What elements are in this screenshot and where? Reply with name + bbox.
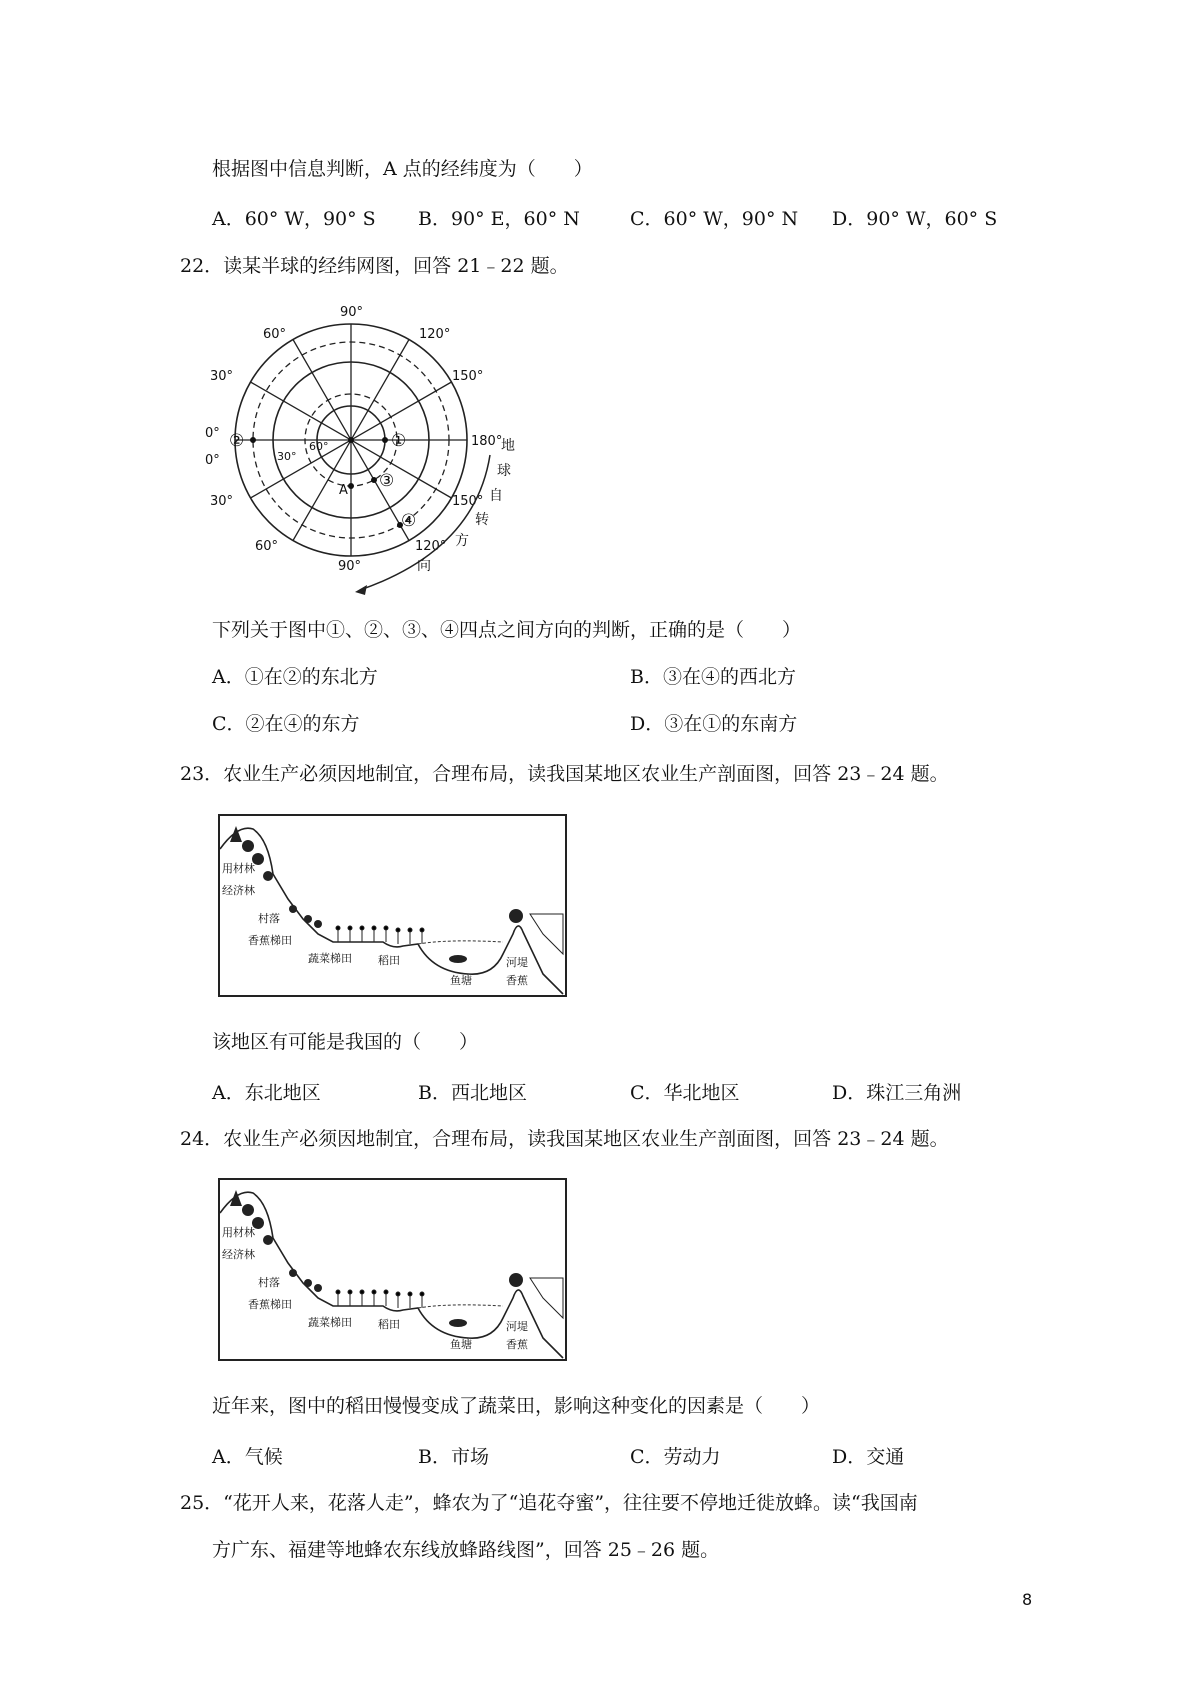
q25-heading-line-1: 25．“花开人来，花落人走”，蜂农为了“追花夺蜜”，往往要不停地迁徙放蜂。读“我国南 (180, 1492, 918, 1514)
label-point-A: A (339, 483, 348, 498)
label-top-30: 30° (210, 369, 234, 384)
point-A-dot (348, 483, 354, 489)
label-point-2: ② (229, 431, 245, 451)
rotation-char-4: 转 (475, 512, 489, 528)
label-river-dike: 河堤 (506, 956, 528, 969)
q23-option-d: D．珠江三角洲 (832, 1082, 962, 1104)
q21-option-d: D．90° W，60° S (832, 208, 998, 230)
rotation-char-1: 地 (501, 438, 515, 454)
q24-option-a: A．气候 (212, 1446, 283, 1468)
point-2-dot (250, 437, 256, 443)
q22-heading: 22．读某半球的经纬网图，回答 21﹣22 题。 (180, 255, 569, 277)
rotation-char-3: 自 (489, 488, 503, 504)
label-inner-60: 60° (309, 440, 329, 453)
label-fish-pond: 鱼塘 (450, 1338, 472, 1351)
q22-option-c: C．②在④的东方 (212, 713, 360, 735)
label-bottom-30: 30° (210, 494, 234, 509)
label-vegetable-terrace: 蔬菜梯田 (308, 1316, 352, 1329)
label-point-1: ① (391, 431, 407, 451)
label-economic-forest: 经济林 (222, 1248, 255, 1261)
q25-heading-line-2: 方广东、福建等地蜂农东线放蜂路线图”，回答 25﹣26 题。 (212, 1539, 720, 1561)
rotation-char-6: 向 (417, 558, 431, 574)
rotation-char-5: 方 (455, 533, 469, 549)
label-banana: 香蕉 (506, 1338, 528, 1351)
q23-stem: 该地区有可能是我国的（ ） (212, 1031, 479, 1053)
q22-graticule-figure (205, 300, 525, 600)
q24-option-d: D．交通 (832, 1446, 905, 1468)
label-vegetable-terrace: 蔬菜梯田 (308, 952, 352, 965)
q24-stem: 近年来，图中的稻田慢慢变成了蔬菜田，影响这种变化的因素是（ ） (212, 1395, 821, 1417)
label-point-4: ④ (401, 511, 417, 531)
label-rice-field: 稻田 (378, 954, 400, 967)
q23-heading: 23．农业生产必须因地制宜，合理布局，读我国某地区农业生产剖面图，回答 23﹣24 题。 (180, 763, 949, 785)
label-left-0-upper: 0° (205, 426, 220, 441)
point-1-dot (382, 437, 388, 443)
label-top-90: 90° (340, 305, 364, 320)
label-bottom-60: 60° (255, 539, 279, 554)
q21-option-c: C．60° W，90° N (630, 208, 799, 230)
label-rice-field: 稻田 (378, 1318, 400, 1331)
label-top-120: 120° (419, 327, 451, 342)
label-village: 村落 (258, 1276, 280, 1289)
label-economic-forest: 经济林 (222, 884, 255, 897)
label-top-60: 60° (263, 327, 287, 342)
q23-option-a: A．东北地区 (212, 1082, 321, 1104)
label-bottom-150: 150° (452, 494, 484, 509)
label-point-3: ③ (379, 471, 395, 491)
q24-option-c: C．劳动力 (630, 1446, 721, 1468)
q23-option-b: B．西北地区 (418, 1082, 527, 1104)
label-banana-terrace: 香蕉梯田 (248, 934, 292, 947)
q22-stem: 下列关于图中①、②、③、④四点之间方向的判断，正确的是（ ） (212, 619, 802, 641)
q22-option-b: B．③在④的西北方 (630, 666, 796, 688)
label-banana: 香蕉 (506, 974, 528, 987)
q21-option-a: A．60° W，90° S (212, 208, 376, 230)
label-left-0-lower: 0° (205, 453, 220, 468)
label-timber-forest: 用材林 (222, 1226, 255, 1239)
label-banana-terrace: 香蕉梯田 (248, 1298, 292, 1311)
point-3-dot (371, 477, 377, 483)
label-inner-30: 30° (277, 450, 297, 463)
q24-heading: 24．农业生产必须因地制宜，合理布局，读我国某地区农业生产剖面图，回答 23﹣24 题。 (180, 1128, 949, 1150)
q21-stem: 根据图中信息判断，A 点的经纬度为（ ） (212, 158, 593, 180)
page-number: 8 (1022, 1590, 1033, 1609)
q22-option-d: D．③在①的东南方 (630, 713, 798, 735)
q24-option-b: B．市场 (418, 1446, 489, 1468)
label-fish-pond: 鱼塘 (450, 974, 472, 987)
label-right-180: 180° (471, 434, 503, 449)
label-top-150: 150° (452, 369, 484, 384)
q23-profile-figure (218, 814, 568, 999)
q22-option-a: A．①在②的东北方 (212, 666, 378, 688)
q21-option-b: B．90° E，60° N (418, 208, 580, 230)
label-bottom-90: 90° (338, 559, 362, 574)
q23-option-c: C．华北地区 (630, 1082, 740, 1104)
rotation-char-2: 球 (497, 463, 511, 479)
label-timber-forest: 用材林 (222, 862, 255, 875)
label-bottom-120: 120° (415, 539, 447, 554)
label-river-dike: 河堤 (506, 1320, 528, 1333)
q24-profile-figure (218, 1178, 568, 1363)
label-village: 村落 (258, 912, 280, 925)
